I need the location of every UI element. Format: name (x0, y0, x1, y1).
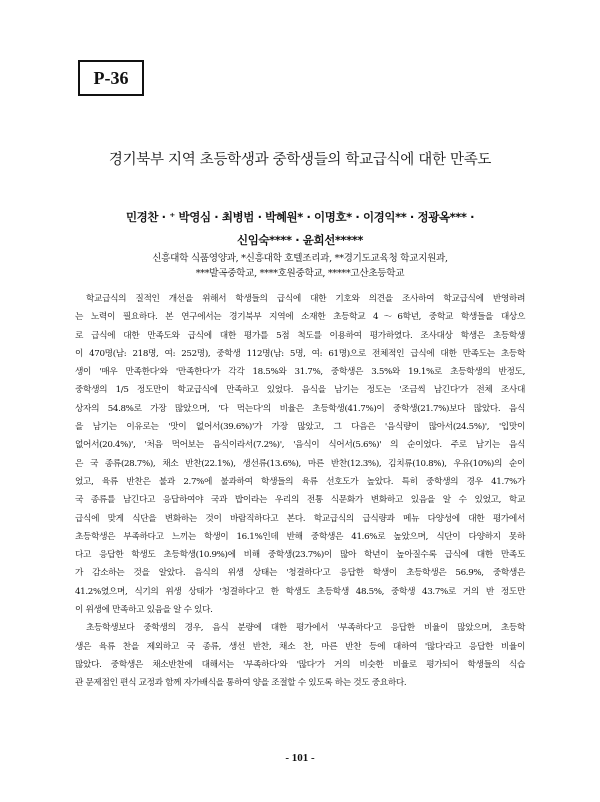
text-line: 상자의 54.8%로 가장 많았으며, '다 먹는다'의 비율은 초등학생(41.7%)이 중학생(21.7%)보다 많았다. 음식 (75, 403, 525, 414)
affiliation-line-1: 신흥대학 식품영양과, *신흥대학 호텔조리과, **경기도교육청 학교지원과, (152, 253, 448, 264)
text-line: 는 노력이 필요하다. 본 연구에서는 경기북부 지역에 소재한 초등학교 4～6학년, 중학교 학생들을 대상으 (75, 312, 525, 323)
text-line: 많았다. 중학생은 채소반찬에 대해서는 '부족하다'와 '많다'가 거의 비슷한 비율로 평가되어 학생들의 식습 (75, 659, 525, 670)
text-line: 급식에 맞게 식단을 변화하는 것이 바람직하다고 본다. 학교급식의 급식량과 메뉴 다양성에 대한 평가에서 (75, 513, 525, 524)
abstract-body (75, 290, 525, 693)
paper-title: 경기북부 지역 초등학생과 중학생들의 학교급식에 대한 만족도 (108, 152, 492, 168)
text-line: 이 위생에 만족하고 있음을 알 수 있다. (75, 605, 213, 616)
author-line-2: 신임숙**** · 윤희선***** (237, 233, 363, 247)
text-line: 이 470명(남: 218명, 여: 252명), 중학생 112명(남: 5명, 여: 61명)으로 전체적인 급식에 대한 만족도는 초등학 (75, 348, 525, 359)
text-line: 없어서(20.4%)', '처음 먹어보는 음식이라서(7.2%)', '음식이 식어서(5.6%)' 의 순이었다. 주로 남기는 음식 (75, 440, 525, 451)
text-line: 다고 응답한 학생도 초등학생(10.9%)에 비해 중학생(23.7%)이 많아 학년이 높아질수록 급식에 대한 만족도 (75, 550, 525, 561)
text-line: 초등학생보다 중학생의 경우, 음식 분량에 대한 평가에서 '부족하다'고 응답한 비율이 많았으며, 초등학 (86, 623, 525, 634)
text-line: 학교급식의 질적인 개선을 위해서 학생들의 급식에 대한 기호와 의견을 조사하여 학교급식에 반영하려 (86, 294, 525, 304)
text-line: 생이 '매우 만족한다'와 '만족한다'가 각각 18.5%와 31.7%, 중학생은 3.5%와 19.1%로 초등학생의 반정도, (75, 367, 525, 378)
text-line: 었고, 육류 반찬은 불과 2.7%에 불과하여 학생들의 육류 선호도가 높았다. 특히 중학생의 경우 41.7%가 (75, 476, 525, 487)
abstract-paragraph (75, 290, 525, 619)
poster-number-badge: P-36 (78, 60, 144, 96)
text-line: 41.2%였으며, 식기의 위생 상태가 '청결하다'고 한 학생도 초등학생 48.5%, 중학생 43.7%로 거의 반 정도만 (75, 586, 525, 597)
page-number: - 101 - (285, 752, 315, 764)
text-line: 초등학생은 부족하다고 느끼는 학생이 16.1%인데 반해 중학생은 41.6%로 높았으며, 식단이 다양하지 못하 (75, 531, 525, 542)
text-line: 중학생의 1/5 정도만이 학교급식에 만족하고 있었다. 음식을 남기는 정도는 '조금씩 남긴다'가 전체 조사대 (75, 385, 525, 396)
text-line: 가 감소하는 것을 알았다. 음식의 위생 상태는 '청결하다'고 응답한 학생이 초등학생은 56.9%, 중학생은 (75, 568, 525, 579)
text-line: 생은 육류 찬을 제외하고 국 종류, 생선 반찬, 채소 찬, 마른 반찬 등에 대하여 '많다'라고 응답한 비율이 (75, 641, 525, 652)
text-line: 은 국 종류(28.7%), 채소 반찬(22.1%), 생선류(13.6%), 마른 반찬(12.3%), 김치류(10.8%), 우유(10%)의 순이 (75, 458, 525, 469)
abstract-paragraph (75, 619, 525, 692)
text-line: 관 문제점인 편식 교정과 함께 자가배식을 통하여 양을 조절할 수 있도록 하는 것도 중요하다. (75, 678, 407, 689)
author-line-1: 민경찬 · ⁺ 박영심 · 최병범 · 박혜원* · 이명호* · 이경익** · 정광옥*** · (125, 210, 475, 224)
affiliation-line-2: ***발곡중학교, ****호원중학교, *****고산초등학교 (195, 268, 405, 279)
text-line: 로 급식에 대한 만족도와 급식에 대한 평가를 5점 척도를 이용하여 평가하였다. 조사대상 학생은 초등학생 (75, 330, 525, 341)
text-line: 국 종류를 남긴다고 응답하여야 국과 밥이라는 우리의 전통 식문화가 변화하고 있음을 알 수 있었고, 학교 (75, 495, 525, 506)
text-line: 을 남기는 이유로는 '맛이 없어서(39.6%)'가 가장 많았고, 그 다음은 '음식량이 많아서(24.5%)', '입맛이 (75, 422, 525, 433)
